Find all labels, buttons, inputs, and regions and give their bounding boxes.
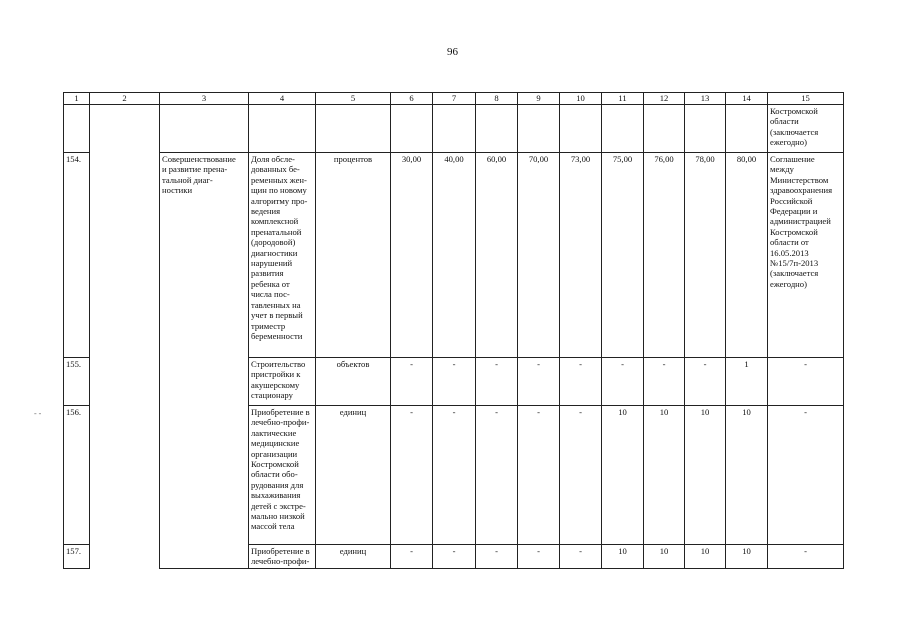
indicator-cell-line: мально низкой bbox=[251, 511, 305, 522]
value-cell-13: 78,00 bbox=[685, 153, 726, 358]
cell-col-2 bbox=[90, 153, 160, 358]
value-cell-6: - bbox=[391, 406, 433, 545]
cell-col-12 bbox=[644, 105, 685, 153]
value-cell-7: - bbox=[433, 358, 476, 406]
value-cell-13: 10 bbox=[685, 545, 726, 569]
unit-cell: процентов bbox=[316, 153, 391, 358]
header-row bbox=[64, 93, 844, 105]
cell-source-line: ежегодно) bbox=[770, 137, 807, 148]
column-header-11: 11 bbox=[602, 93, 644, 105]
indicator-cell-line: пренатальной bbox=[251, 226, 302, 237]
column-header-8: 8 bbox=[476, 93, 518, 105]
indicator-cell bbox=[249, 153, 316, 358]
indicator-cell-line: Строительство bbox=[251, 359, 306, 369]
source-cell-line: 16.05.2013 bbox=[770, 247, 809, 258]
source-cell-line: - bbox=[804, 546, 807, 556]
indicator-cell-line: ребенка от bbox=[251, 278, 290, 289]
indicator-cell-line: беременности bbox=[251, 330, 303, 341]
task-cell bbox=[160, 358, 249, 406]
cell-col-9 bbox=[518, 105, 560, 153]
value-cell-13: - bbox=[685, 358, 726, 406]
source-cell-line: Костромской bbox=[770, 226, 818, 237]
cell-col-7 bbox=[433, 105, 476, 153]
cell-col-2 bbox=[90, 545, 160, 569]
column-header-1: 1 bbox=[64, 93, 90, 105]
source-cell bbox=[768, 153, 844, 358]
column-header-4: 4 bbox=[249, 93, 316, 105]
source-cell-line: - bbox=[804, 407, 807, 417]
value-cell-8: 60,00 bbox=[476, 153, 518, 358]
value-cell-11: - bbox=[602, 358, 644, 406]
cell-source-line: области bbox=[770, 116, 799, 127]
task-cell bbox=[160, 545, 249, 569]
value-cell-11: 10 bbox=[602, 406, 644, 545]
table-row bbox=[64, 406, 844, 545]
value-cell-8: - bbox=[476, 358, 518, 406]
value-cell-11: 10 bbox=[602, 545, 644, 569]
indicator-cell-line: Костромской bbox=[251, 459, 299, 470]
indicator-cell-line: Доля обсле- bbox=[251, 154, 295, 164]
indicator-cell bbox=[249, 358, 316, 406]
value-cell-14: 80,00 bbox=[726, 153, 768, 358]
column-header-3: 3 bbox=[160, 93, 249, 105]
value-cell-8: - bbox=[476, 406, 518, 545]
indicator-cell-line: лечебно-профи- bbox=[251, 556, 310, 567]
value-cell-12: 10 bbox=[644, 406, 685, 545]
source-cell-line: администрацией bbox=[770, 216, 831, 227]
indicator-cell-line: щин по новому bbox=[251, 185, 307, 196]
indicator-cell-line: рудования для bbox=[251, 479, 304, 490]
task-cell bbox=[160, 406, 249, 545]
cell-col-10 bbox=[560, 105, 602, 153]
value-cell-10: - bbox=[560, 545, 602, 569]
table-row bbox=[64, 153, 844, 358]
indicator-cell-line: нарушений bbox=[251, 258, 293, 269]
value-cell-11: 75,00 bbox=[602, 153, 644, 358]
indicator-cell-line: диагностики bbox=[251, 247, 298, 258]
value-cell-6: - bbox=[391, 358, 433, 406]
row-number: 155. bbox=[64, 358, 90, 406]
indicator-cell-line: дованных бе- bbox=[251, 164, 300, 175]
task-cell bbox=[160, 153, 249, 358]
indicator-cell-line: пристройки к bbox=[251, 369, 301, 380]
indicator-cell-line: массой тела bbox=[251, 521, 295, 532]
indicator-cell-line: развития bbox=[251, 268, 284, 279]
column-header-5: 5 bbox=[316, 93, 391, 105]
row-number: 156. bbox=[64, 406, 90, 545]
source-cell-line: между bbox=[770, 164, 794, 175]
unit-cell: единиц bbox=[316, 406, 391, 545]
column-header-14: 14 bbox=[726, 93, 768, 105]
value-cell-14: 1 bbox=[726, 358, 768, 406]
task-cell-line: и развитие прена- bbox=[162, 164, 228, 175]
value-cell-10: - bbox=[560, 358, 602, 406]
indicator-cell-line: ременных жен- bbox=[251, 174, 307, 185]
source-cell bbox=[768, 358, 844, 406]
value-cell-6: 30,00 bbox=[391, 153, 433, 358]
unit-cell: объектов bbox=[316, 358, 391, 406]
value-cell-9: - bbox=[518, 406, 560, 545]
indicator-cell-line: триместр bbox=[251, 320, 286, 331]
indicator-cell-line: (дородовой) bbox=[251, 237, 296, 248]
indicator-cell-line: тавленных на bbox=[251, 299, 301, 310]
cell-col-14 bbox=[726, 105, 768, 153]
value-cell-9: - bbox=[518, 545, 560, 569]
indicator-cell-line: ведения bbox=[251, 206, 281, 217]
indicator-cell-line: Приобретение в bbox=[251, 546, 310, 556]
source-cell-line: Министерством bbox=[770, 174, 829, 185]
value-cell-13: 10 bbox=[685, 406, 726, 545]
source-cell-line: Соглашение bbox=[770, 154, 815, 164]
value-cell-7: - bbox=[433, 545, 476, 569]
column-header-13: 13 bbox=[685, 93, 726, 105]
column-header-10: 10 bbox=[560, 93, 602, 105]
indicator-table bbox=[63, 92, 844, 569]
task-cell-line: ностики bbox=[162, 185, 193, 196]
indicator-cell-line: комплексной bbox=[251, 216, 299, 227]
indicator-cell-line: лактические bbox=[251, 427, 297, 438]
cell-col-2 bbox=[90, 358, 160, 406]
row-number: 157. bbox=[64, 545, 90, 569]
indicator-cell-line: акушерскому bbox=[251, 379, 300, 390]
indicator-cell-line: детей с экстре- bbox=[251, 500, 306, 511]
value-cell-10: - bbox=[560, 406, 602, 545]
value-cell-6: - bbox=[391, 545, 433, 569]
task-cell-line: Совершенствование bbox=[162, 154, 236, 164]
source-cell bbox=[768, 545, 844, 569]
cell-col-2 bbox=[90, 406, 160, 545]
cell-source-line: Костромской bbox=[770, 106, 818, 116]
indicator-cell-line: лечебно-профи- bbox=[251, 417, 310, 428]
source-cell-line: Российской bbox=[770, 195, 813, 206]
indicator-cell bbox=[249, 545, 316, 569]
table-row bbox=[64, 358, 844, 406]
column-header-12: 12 bbox=[644, 93, 685, 105]
value-cell-14: 10 bbox=[726, 545, 768, 569]
source-cell-line: (заключается bbox=[770, 268, 819, 279]
column-header-9: 9 bbox=[518, 93, 560, 105]
value-cell-7: 40,00 bbox=[433, 153, 476, 358]
cell-col-6 bbox=[391, 105, 433, 153]
indicator-cell-line: алгоритму про- bbox=[251, 195, 308, 206]
task-cell-line: тальной диаг- bbox=[162, 174, 213, 185]
value-cell-8: - bbox=[476, 545, 518, 569]
value-cell-7: - bbox=[433, 406, 476, 545]
cell-col-8 bbox=[476, 105, 518, 153]
value-cell-12: - bbox=[644, 358, 685, 406]
cell-col-5 bbox=[316, 105, 391, 153]
column-header-15: 15 bbox=[768, 93, 844, 105]
column-header-6: 6 bbox=[391, 93, 433, 105]
cell-source-line: (заключается bbox=[770, 126, 819, 137]
row-number: 154. bbox=[64, 153, 90, 358]
source-cell-line: Федерации и bbox=[770, 206, 818, 217]
value-cell-9: 70,00 bbox=[518, 153, 560, 358]
indicator-cell-line: области обо- bbox=[251, 469, 298, 480]
cell-col-4 bbox=[249, 105, 316, 153]
cell-source bbox=[768, 105, 844, 153]
source-cell-line: ежегодно) bbox=[770, 278, 807, 289]
table-row-continuation bbox=[64, 105, 844, 153]
source-cell-line: области от bbox=[770, 237, 809, 248]
cell-col-2 bbox=[90, 105, 160, 153]
source-cell bbox=[768, 406, 844, 545]
indicator-cell-line: медицинские bbox=[251, 438, 300, 449]
value-cell-12: 10 bbox=[644, 545, 685, 569]
table-row bbox=[64, 545, 844, 569]
cell-col-13 bbox=[685, 105, 726, 153]
value-cell-10: 73,00 bbox=[560, 153, 602, 358]
column-header-7: 7 bbox=[433, 93, 476, 105]
indicator-cell-line: стационару bbox=[251, 390, 293, 401]
value-cell-12: 76,00 bbox=[644, 153, 685, 358]
indicator-cell-line: учет в первый bbox=[251, 310, 303, 321]
column-header-2: 2 bbox=[90, 93, 160, 105]
indicator-cell-line: Приобретение в bbox=[251, 407, 310, 417]
source-cell-line: здравоохранения bbox=[770, 185, 833, 196]
margin-mark: ‐ ‐ bbox=[34, 409, 42, 418]
value-cell-9: - bbox=[518, 358, 560, 406]
value-cell-14: 10 bbox=[726, 406, 768, 545]
source-cell-line: - bbox=[804, 359, 807, 369]
cell-col-3 bbox=[160, 105, 249, 153]
indicator-cell bbox=[249, 406, 316, 545]
indicator-cell-line: организации bbox=[251, 448, 298, 459]
page-number: 96 bbox=[447, 46, 458, 58]
indicator-cell-line: числа пос- bbox=[251, 289, 290, 300]
cell-col-11 bbox=[602, 105, 644, 153]
source-cell-line: №15/7п-2013 bbox=[770, 258, 819, 269]
indicator-cell-line: выхаживания bbox=[251, 490, 301, 501]
cell-col-1 bbox=[64, 105, 90, 153]
unit-cell: единиц bbox=[316, 545, 391, 569]
